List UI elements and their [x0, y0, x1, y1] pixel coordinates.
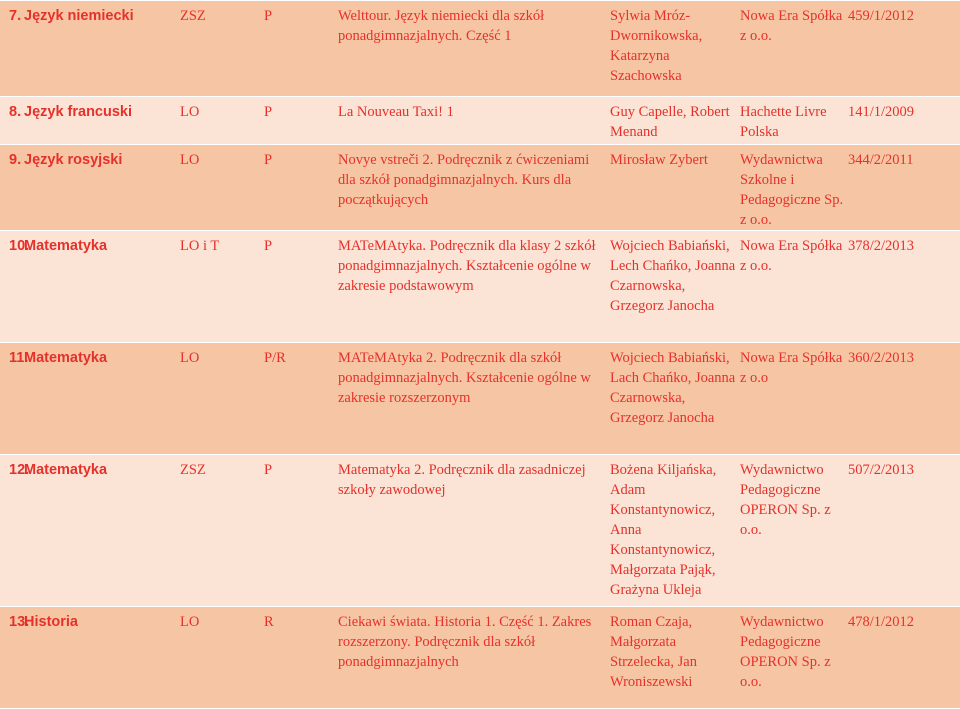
title-cell: Novye vstreči 2. Podręcznik z ćwiczeniami dla szkół ponadgimnazjalnych. Kurs dla początkujących	[338, 145, 610, 231]
approval-number-cell: 344/2/2011	[844, 145, 960, 231]
row-number: 13.	[9, 614, 30, 630]
table-row	[0, 455, 960, 607]
subject-cell	[0, 343, 180, 455]
approval-number-cell: 478/1/2012	[844, 607, 960, 709]
level-cell: P	[264, 1, 338, 97]
publisher-cell: Nowa Era Spółka z o.o	[740, 343, 844, 455]
authors-cell: Wojciech Babiański, Lech Chańko, Joanna Czarnowska, Grzegorz Janocha	[610, 231, 740, 343]
subject-cell	[0, 455, 180, 607]
subject-name: Matematyka	[24, 238, 108, 254]
school-type-cell: LO	[180, 343, 264, 455]
table-row	[0, 343, 960, 455]
table-row	[0, 1, 960, 97]
title-cell: Ciekawi świata. Historia 1. Część 1. Zakres rozszerzony. Podręcznik dla szkół ponadgimnazjalnych	[338, 607, 610, 709]
row-number: 9.	[9, 152, 22, 168]
row-number: 8.	[9, 104, 22, 120]
subject-cell	[0, 607, 180, 709]
row-number: 11.	[9, 350, 29, 366]
title-cell: MATeMAtyka 2. Podręcznik dla szkół ponadgimnazjalnych. Kształcenie ogólne w zakresie rozszerzonym	[338, 343, 610, 455]
title-cell: Matematyka 2. Podręcznik dla zasadniczej szkoły zawodowej	[338, 455, 610, 607]
subject-name: Język rosyjski	[24, 152, 123, 168]
table-row	[0, 607, 960, 709]
row-number: 12.	[9, 462, 30, 478]
row-number: 10.	[9, 238, 30, 254]
approval-number-cell: 507/2/2013	[844, 455, 960, 607]
publisher-cell: Hachette Livre Polska	[740, 97, 844, 145]
publisher-cell: Nowa Era Spółka z o.o.	[740, 1, 844, 97]
publisher-cell: Wydawnictwo Pedagogiczne OPERON Sp. z o.o.	[740, 607, 844, 709]
subject-cell	[0, 145, 180, 231]
authors-cell: Guy Capelle, Robert Menand	[610, 97, 740, 145]
title-cell: La Nouveau Taxi! 1	[338, 97, 610, 145]
subject-name: Historia	[24, 614, 78, 630]
subject-cell	[0, 97, 180, 145]
subject-cell	[0, 1, 180, 97]
school-type-cell: LO i T	[180, 231, 264, 343]
level-cell: P/R	[264, 343, 338, 455]
table-row	[0, 231, 960, 343]
row-number: 7.	[9, 8, 22, 24]
approval-number-cell: 378/2/2013	[844, 231, 960, 343]
table-row	[0, 97, 960, 145]
publisher-cell: Wydawnictwa Szkolne i Pedagogiczne Sp. z o.o.	[740, 145, 844, 231]
subject-cell	[0, 231, 180, 343]
subject-name: Matematyka	[24, 350, 108, 366]
authors-cell: Mirosław Zybert	[610, 145, 740, 231]
level-cell: P	[264, 145, 338, 231]
school-type-cell: LO	[180, 607, 264, 709]
authors-cell: Wojciech Babiański, Lach Chańko, Joanna Czarnowska, Grzegorz Janocha	[610, 343, 740, 455]
approval-number-cell: 141/1/2009	[844, 97, 960, 145]
school-type-cell: ZSZ	[180, 1, 264, 97]
publisher-cell: Wydawnictwo Pedagogiczne OPERON Sp. z o.o.	[740, 455, 844, 607]
subject-name: Matematyka	[24, 462, 108, 478]
level-cell: R	[264, 607, 338, 709]
title-cell: Welttour. Język niemiecki dla szkół ponadgimnazjalnych. Część 1	[338, 1, 610, 97]
authors-cell: Bożena Kiljańska, Adam Konstantynowicz, Anna Konstantynowicz, Małgorzata Pająk, Grażyna Ukleja	[610, 455, 740, 607]
school-type-cell: LO	[180, 145, 264, 231]
authors-cell: Roman Czaja, Małgorzata Strzelecka, Jan Wroniszewski	[610, 607, 740, 709]
level-cell: P	[264, 97, 338, 145]
table-row	[0, 145, 960, 231]
subject-name: Język niemiecki	[24, 8, 134, 24]
subject-name: Język francuski	[24, 104, 133, 120]
school-type-cell: ZSZ	[180, 455, 264, 607]
school-type-cell: LO	[180, 97, 264, 145]
level-cell: P	[264, 455, 338, 607]
level-cell: P	[264, 231, 338, 343]
approval-number-cell: 459/1/2012	[844, 1, 960, 97]
title-cell: MATeMAtyka. Podręcznik dla klasy 2 szkół ponadgimnazjalnych. Kształcenie ogólne w zakresie podstawowym	[338, 231, 610, 343]
approval-number-cell: 360/2/2013	[844, 343, 960, 455]
authors-cell: Sylwia Mróz-Dwornikowska, Katarzyna Szachowska	[610, 1, 740, 97]
publisher-cell: Nowa Era Spółka z o.o.	[740, 231, 844, 343]
